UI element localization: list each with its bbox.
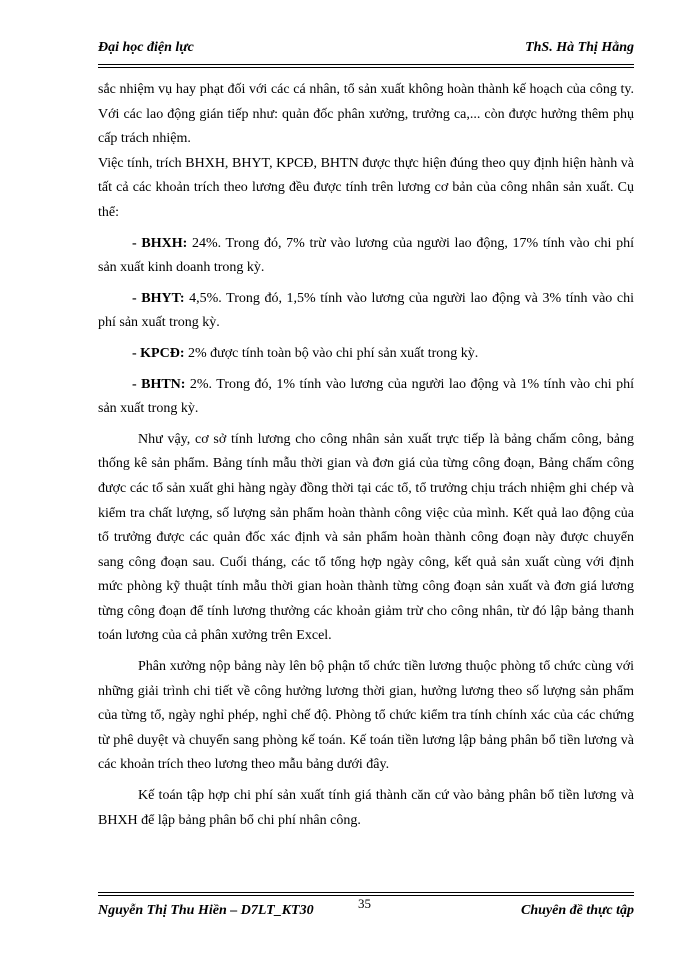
item-bhxh-text: 24%. Trong đó, 7% trừ vào lương của người lao động, 17% tính vào chi phí sản xuất kinh doanh trong kỳ. [98, 235, 634, 276]
page-footer [98, 903, 634, 925]
item-bhyt-text: 4,5%. Trong đó, 1,5% tính vào lương của người lao động và 3% tính vào chi phí sản xuất trong kỳ. [98, 290, 634, 331]
item-bhtn [98, 373, 634, 422]
paragraph-5: Kế toán tập hợp chi phí sản xuất tính giá thành căn cứ vào bảng phân bổ tiền lương và BHXH để lập bảng phân bổ chi phí nhân công. [98, 788, 634, 828]
paragraph-3: Như vậy, cơ sở tính lương cho công nhân sản xuất trực tiếp là bảng chấm công, bảng thống kê sản phẩm. Bảng tính mẫu thời gian và đơn giá của từng công đoạn, Bảng chấm công được các tổ sản xuất ghi hàng ngày đồng thời tại các tổ, tổ trưởng chịu trách nhiệm ghi chép và kiểm tra chất lượng, số lượng sản phẩm hoàn thành công việc của mình. Kết quả lao động của tổ trưởng được các quản đốc xác định và sản phẩm hoàn thành công đoạn này được chuyển sang công đoạn sau. Cuối tháng, các tổ tổng hợp ngày công, kết quả sản xuất cùng với định mức phòng kỹ thuật tính mẫu thời gian hoàn thành từng công đoạn sản xuất và đơn giá lương từng công đoạn để tính lương thưởng các khoản giảm trừ cho công nhân, từ đó lập bảng thanh toán lương của cả phân xưởng trên Excel. [98, 431, 634, 644]
paragraph-4: Phân xưởng nộp bảng này lên bộ phận tổ chức tiền lương thuộc phòng tổ chức cùng với những giải trình chi tiết về công hưởng lương thời gian, hưởng lương theo số lượng sản phẩm của từng tổ, ngày nghỉ phép, nghỉ chế độ. Phòng tổ chức kiểm tra tính chính xác của các chứng từ phê duyệt và chuyển sang phòng kế toán. Kế toán tiền lương lập bảng phân bổ tiền lương và các khoản trích theo lương theo mẫu bảng dưới đây. [98, 659, 634, 773]
item-bhtn-text: 2%. Trong đó, 1% tính vào lương của người lao động và 1% tính vào chi phí sản xuất trong kỳ. [98, 376, 634, 417]
item-bhyt [98, 287, 634, 336]
footer-doc-type: Chuyên đề thực tập [520, 903, 634, 918]
item-bhyt-label: - BHYT: [132, 290, 185, 306]
document-body [98, 78, 634, 833]
item-bhxh-label: - BHXH: [132, 235, 188, 251]
header-rule [98, 64, 634, 68]
page-header [98, 40, 634, 62]
header-supervisor: ThS. Hà Thị Hằng [525, 40, 634, 55]
item-kpcd [98, 342, 634, 367]
footer-author: Nguyễn Thị Thu Hiền – D7LT_KT30 [98, 903, 314, 918]
item-bhtn-label: - BHTN: [132, 376, 186, 392]
page-number: 35 [358, 896, 371, 911]
item-kpcd-label: - KPCĐ: [132, 345, 185, 361]
paragraph-2: Việc tính, trích BHXH, BHYT, KPCĐ, BHTN được thực hiện đúng theo quy định hiện hành và tất cả các khoản trích theo lương đều được tính trên lương cơ bản của công nhân sản xuất. Cụ thể: [98, 155, 634, 220]
item-kpcd-text: 2% được tính toàn bộ vào chi phí sản xuất trong kỳ. [184, 345, 479, 361]
item-bhxh [98, 232, 634, 281]
header-university: Đại học điện lực [98, 40, 194, 55]
paragraph-1: sắc nhiệm vụ hay phạt đối với các cá nhân, tổ sản xuất không hoàn thành kế hoạch của công ty. Với các lao động gián tiếp như: quản đốc phân xưởng, trưởng ca,... còn được hưởng thêm phụ cấp trách nhiệm. [98, 82, 634, 147]
